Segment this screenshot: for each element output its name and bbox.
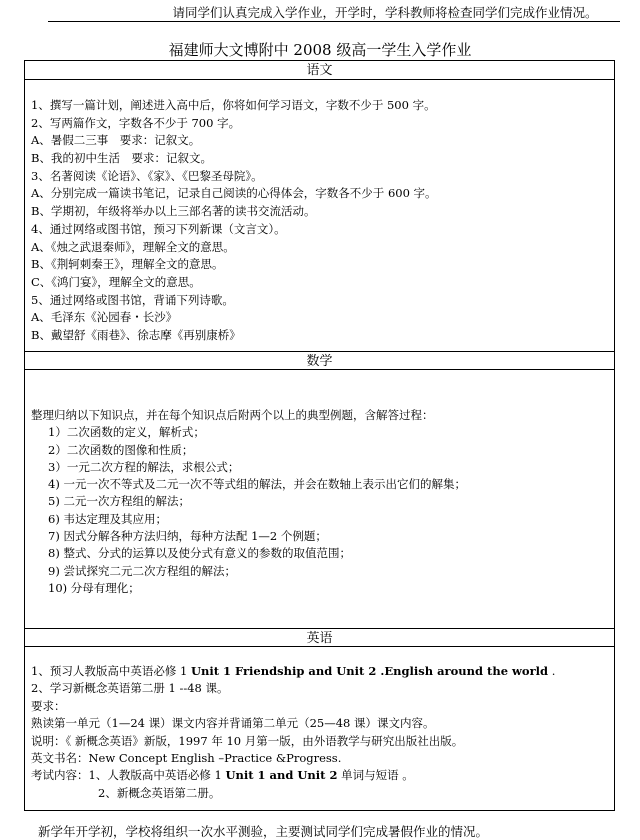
chinese-heading: 语文: [25, 61, 614, 80]
math-item: 8) 整式、分式的运算以及使分式有意义的参数的取值范围；: [48, 546, 351, 561]
math-body: [31, 407, 614, 597]
header-rule: [48, 21, 620, 22]
english-line: 说明：《 新概念英语》新版，1997 年 10 月第一版，由外语教学与研究出版社出版。: [31, 733, 464, 748]
english-body: [31, 663, 614, 802]
english-heading: 英语: [25, 628, 614, 647]
english-line-preview: [31, 663, 614, 680]
math-item: 4) 一元一次不等式及二元一次不等式组的解法，并会在数轴上表示出它们的解集；: [48, 477, 466, 492]
assignment-table: [24, 60, 615, 811]
math-item: 6) 韦达定理及其应用；: [48, 511, 167, 526]
header-note: 请同学们认真完成入学作业，开学时，学科教师将检查同学们完成作业情况。: [172, 5, 598, 20]
chinese-line: C、《鸿门宴》，理解全文的意思。: [31, 274, 201, 289]
math-item: 5) 二元一次方程组的解法；: [48, 494, 190, 509]
math-heading: 数学: [25, 351, 614, 370]
math-item: 9) 尝试探究二元二次方程组的解法；: [48, 563, 236, 578]
english-units-bold: Unit 1 Friendship and Unit 2 .English around the world: [190, 664, 549, 678]
english-line: 2、学习新概念英语第二册 1 --48 课。: [31, 681, 229, 696]
math-item: 1）二次函数的定义，解析式；: [48, 425, 205, 440]
english-line: 要求：: [31, 698, 66, 713]
math-intro: 整理归纳以下知识点，并在每个知识点后附两个以上的典型例题，含解答过程：: [31, 408, 434, 422]
chinese-line: B、戴望舒《雨巷》、徐志摩《再别康桥》: [31, 327, 241, 342]
math-item: 2）二次函数的图像和性质；: [48, 442, 194, 457]
chinese-line: 4、通过网络或图书馆，预习下列新课（文言文）。: [31, 221, 286, 236]
footer-note: 新学年开学初，学校将组织一次水平测验，主要测试同学们完成暑假作业的情况。: [38, 824, 489, 839]
chinese-line: B、学期初，年级将举办以上三部名著的读书交流活动。: [31, 204, 316, 219]
chinese-line: 3、名著阅读《论语》、《家》、《巴黎圣母院》。: [31, 168, 263, 183]
english-text: 单词与短语 。: [337, 768, 414, 783]
english-text: .: [548, 664, 556, 678]
document-title: 福建师大文博附中 2008 级高一学生入学作业: [168, 41, 472, 59]
english-line-exam: [31, 767, 614, 784]
english-line: 熟读第一单元（1—24 课）课文内容并背诵第二单元（25—48 课）课文内容。: [31, 716, 435, 731]
math-item: 3）一元二次方程的解法，求根公式；: [48, 459, 240, 474]
english-line: 2、新概念英语第二册。: [98, 785, 221, 800]
english-text: 1、预习人教版高中英语必修 1: [31, 664, 191, 678]
chinese-line: A、暑假二三事 要求：记叙文。: [31, 133, 201, 148]
english-line: 英文书名：New Concept English –Practice &Progress.: [31, 750, 342, 765]
chinese-line: B、我的初中生活 要求：记叙文。: [31, 151, 212, 166]
math-item: 10) 分母有理化；: [48, 580, 140, 595]
chinese-body: [31, 97, 614, 345]
chinese-line: A、《烛之武退秦师》，理解全文的意思。: [31, 239, 235, 254]
english-text: 考试内容：1、人教版高中英语必修 1: [31, 768, 226, 783]
chinese-line: B、《荆轲刺秦王》，理解全文的意思。: [31, 257, 224, 272]
chinese-line: 5、通过网络或图书馆，背诵下列诗歌。: [31, 292, 234, 307]
math-item: 7) 因式分解各种方法归纳，每种方法配 1—2 个例题；: [48, 529, 327, 544]
chinese-line: A、毛泽东《沁园春・长沙》: [31, 310, 178, 325]
chinese-line: 1、撰写一篇计划，阐述进入高中后，你将如何学习语文，字数不少于 500 字。: [31, 98, 436, 112]
chinese-line: A、分别完成一篇读书笔记，记录自己阅读的心得体会，字数各不少于 600 字。: [31, 186, 437, 201]
chinese-line: 2、写两篇作文，字数各不少于 700 字。: [31, 115, 241, 130]
english-units-bold: Unit 1 and Unit 2: [225, 768, 338, 783]
